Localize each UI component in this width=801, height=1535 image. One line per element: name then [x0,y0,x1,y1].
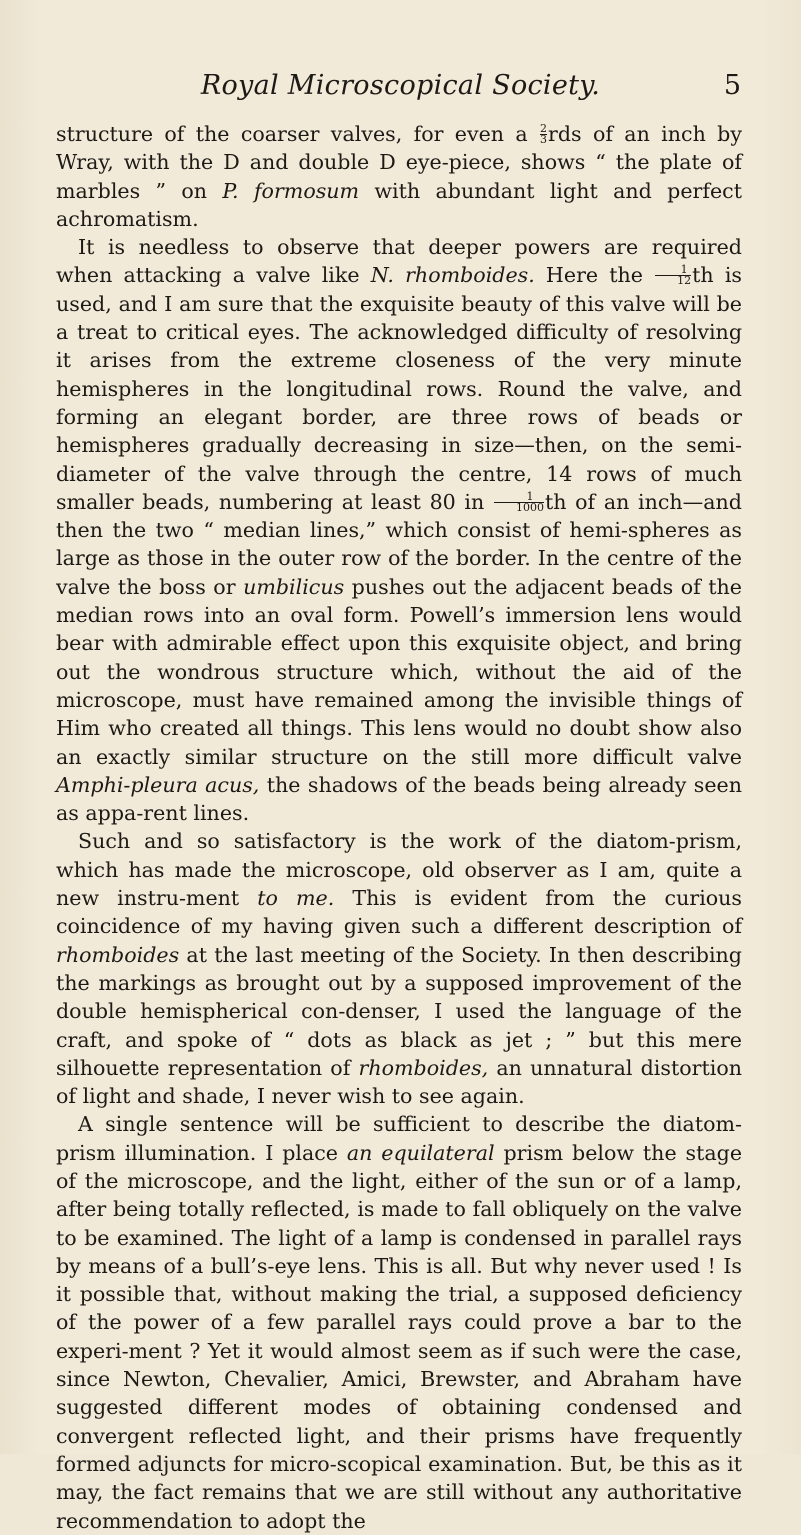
fraction-denominator: 3 [540,132,548,146]
italic-run: P. formosum [222,178,360,203]
fraction [655,265,691,286]
text-run: th of an inch—and then the two “ median lines,” which consist of hemi-spheres as large as those in the outer row of the border. In the centre of the valve the boss or [56,489,742,599]
paragraph [56,1110,742,1534]
italic-run: Amphi-pleura acus, [56,772,260,797]
text-run: This is evident from the curious coincidence of my having given such a different description of [56,886,743,939]
text-run: the shadows of the beads being already seen as appa-rent lines. [56,772,743,826]
text-run: Here the [534,263,655,288]
text-run: Such and so satisfactory is the work of the diatom-prism, which has made the microscope, old observer as I am, quite a new instru-ment [56,829,742,911]
fraction-numerator: 1 [526,489,534,503]
page-header [60,70,741,110]
fraction-denominator: 12 [655,275,691,286]
text-run: pushes out the adjacent beads of the median rows into an oval form. Powell’s immersion lens would bear with admirable effect upon this exquisite object, and bring out the wondrous structure which, without the aid of the microscope, must have remained among the invisible things of Him who created all things. This lens would no doubt show also an exactly similar structure on the still more difficult valve [56,574,742,769]
page-number: 5 [723,70,741,101]
paragraph [56,120,742,233]
text-run: It is needless to observe that deeper powers are required when attacking a valve like [56,235,742,288]
text-run: th is used, and I am sure that the exquisite beauty of this valve will be a treat to critical eyes. The acknowledged difficulty of resolving it arises from the extreme closeness of the very minute hemispheres in the longitudinal rows. Round the valve, and forming an elegant border, are three rows of beads or hemispheres gradually decreasing in size—then, on the semi-diameter of the valve through the centre, 14 rows of much smaller beads, numbering at least 80 in [56,263,742,514]
running-head: Royal Microscopical Society. [200,70,601,101]
text-run: rds of an inch by Wray, with the D and double D eye-piece, shows “ the plate of marbles ” on [56,122,742,203]
text-run: prism below the stage of the microscope, and the light, either of the sun or of a lamp, after being totally reflected, is made to fall obliquely on the valve to be examined. The light of a lamp is condensed in parallel rays by means of a bull’s-eye lens. This is all. But why never used ! Is it possible that, without making the trial, a supposed deficiency of the power of a few parallel rays could prove a bar to the experi-ment ? Yet it would almost seem as if such were the case, since Newton, Chevalier, Amici, Brewster, and Abraham have suggested different modes of obtaining condensed and convergent reflected light, and their prisms have frequently formed adjuncts for micro-scopical examination. But, be this as it may, the fact remains that we are still without any authoritative recommendation to adopt the [56,1140,743,1533]
italic-run: rhomboides [56,942,180,967]
paragraph [56,233,742,827]
text-run: structure of the coarser valves, for even a [56,122,540,146]
fraction [540,121,548,146]
italic-run: N. rhomboides. [370,263,535,288]
fraction-numerator: 2 [540,121,548,135]
paragraph [56,827,742,1110]
italic-run: to me. [257,886,335,911]
italic-run: rhomboides, [358,1055,489,1080]
fraction [494,489,544,514]
text-run: with abundant light and perfect achromatism. [56,178,742,231]
italic-run: an equilateral [346,1140,495,1165]
italic-run: umbilicus [243,574,345,599]
text-run: an unnatural distortion of light and shade, I never wish to see again. [56,1055,742,1109]
text-run: A single sentence will be sufficient to describe the diatom-prism illumination. I place [56,1112,742,1165]
fraction-numerator: 1 [680,263,688,277]
body-text [56,120,742,1535]
fraction-denominator: 1000 [494,502,544,513]
text-run: at the last meeting of the Society. In then describing the markings as brought out by a supposed improvement of the double hemispherical con-denser, I used the language of the craft, and spoke of “ dots as black as jet ; ” but this mere silhouette representation of [56,942,742,1080]
